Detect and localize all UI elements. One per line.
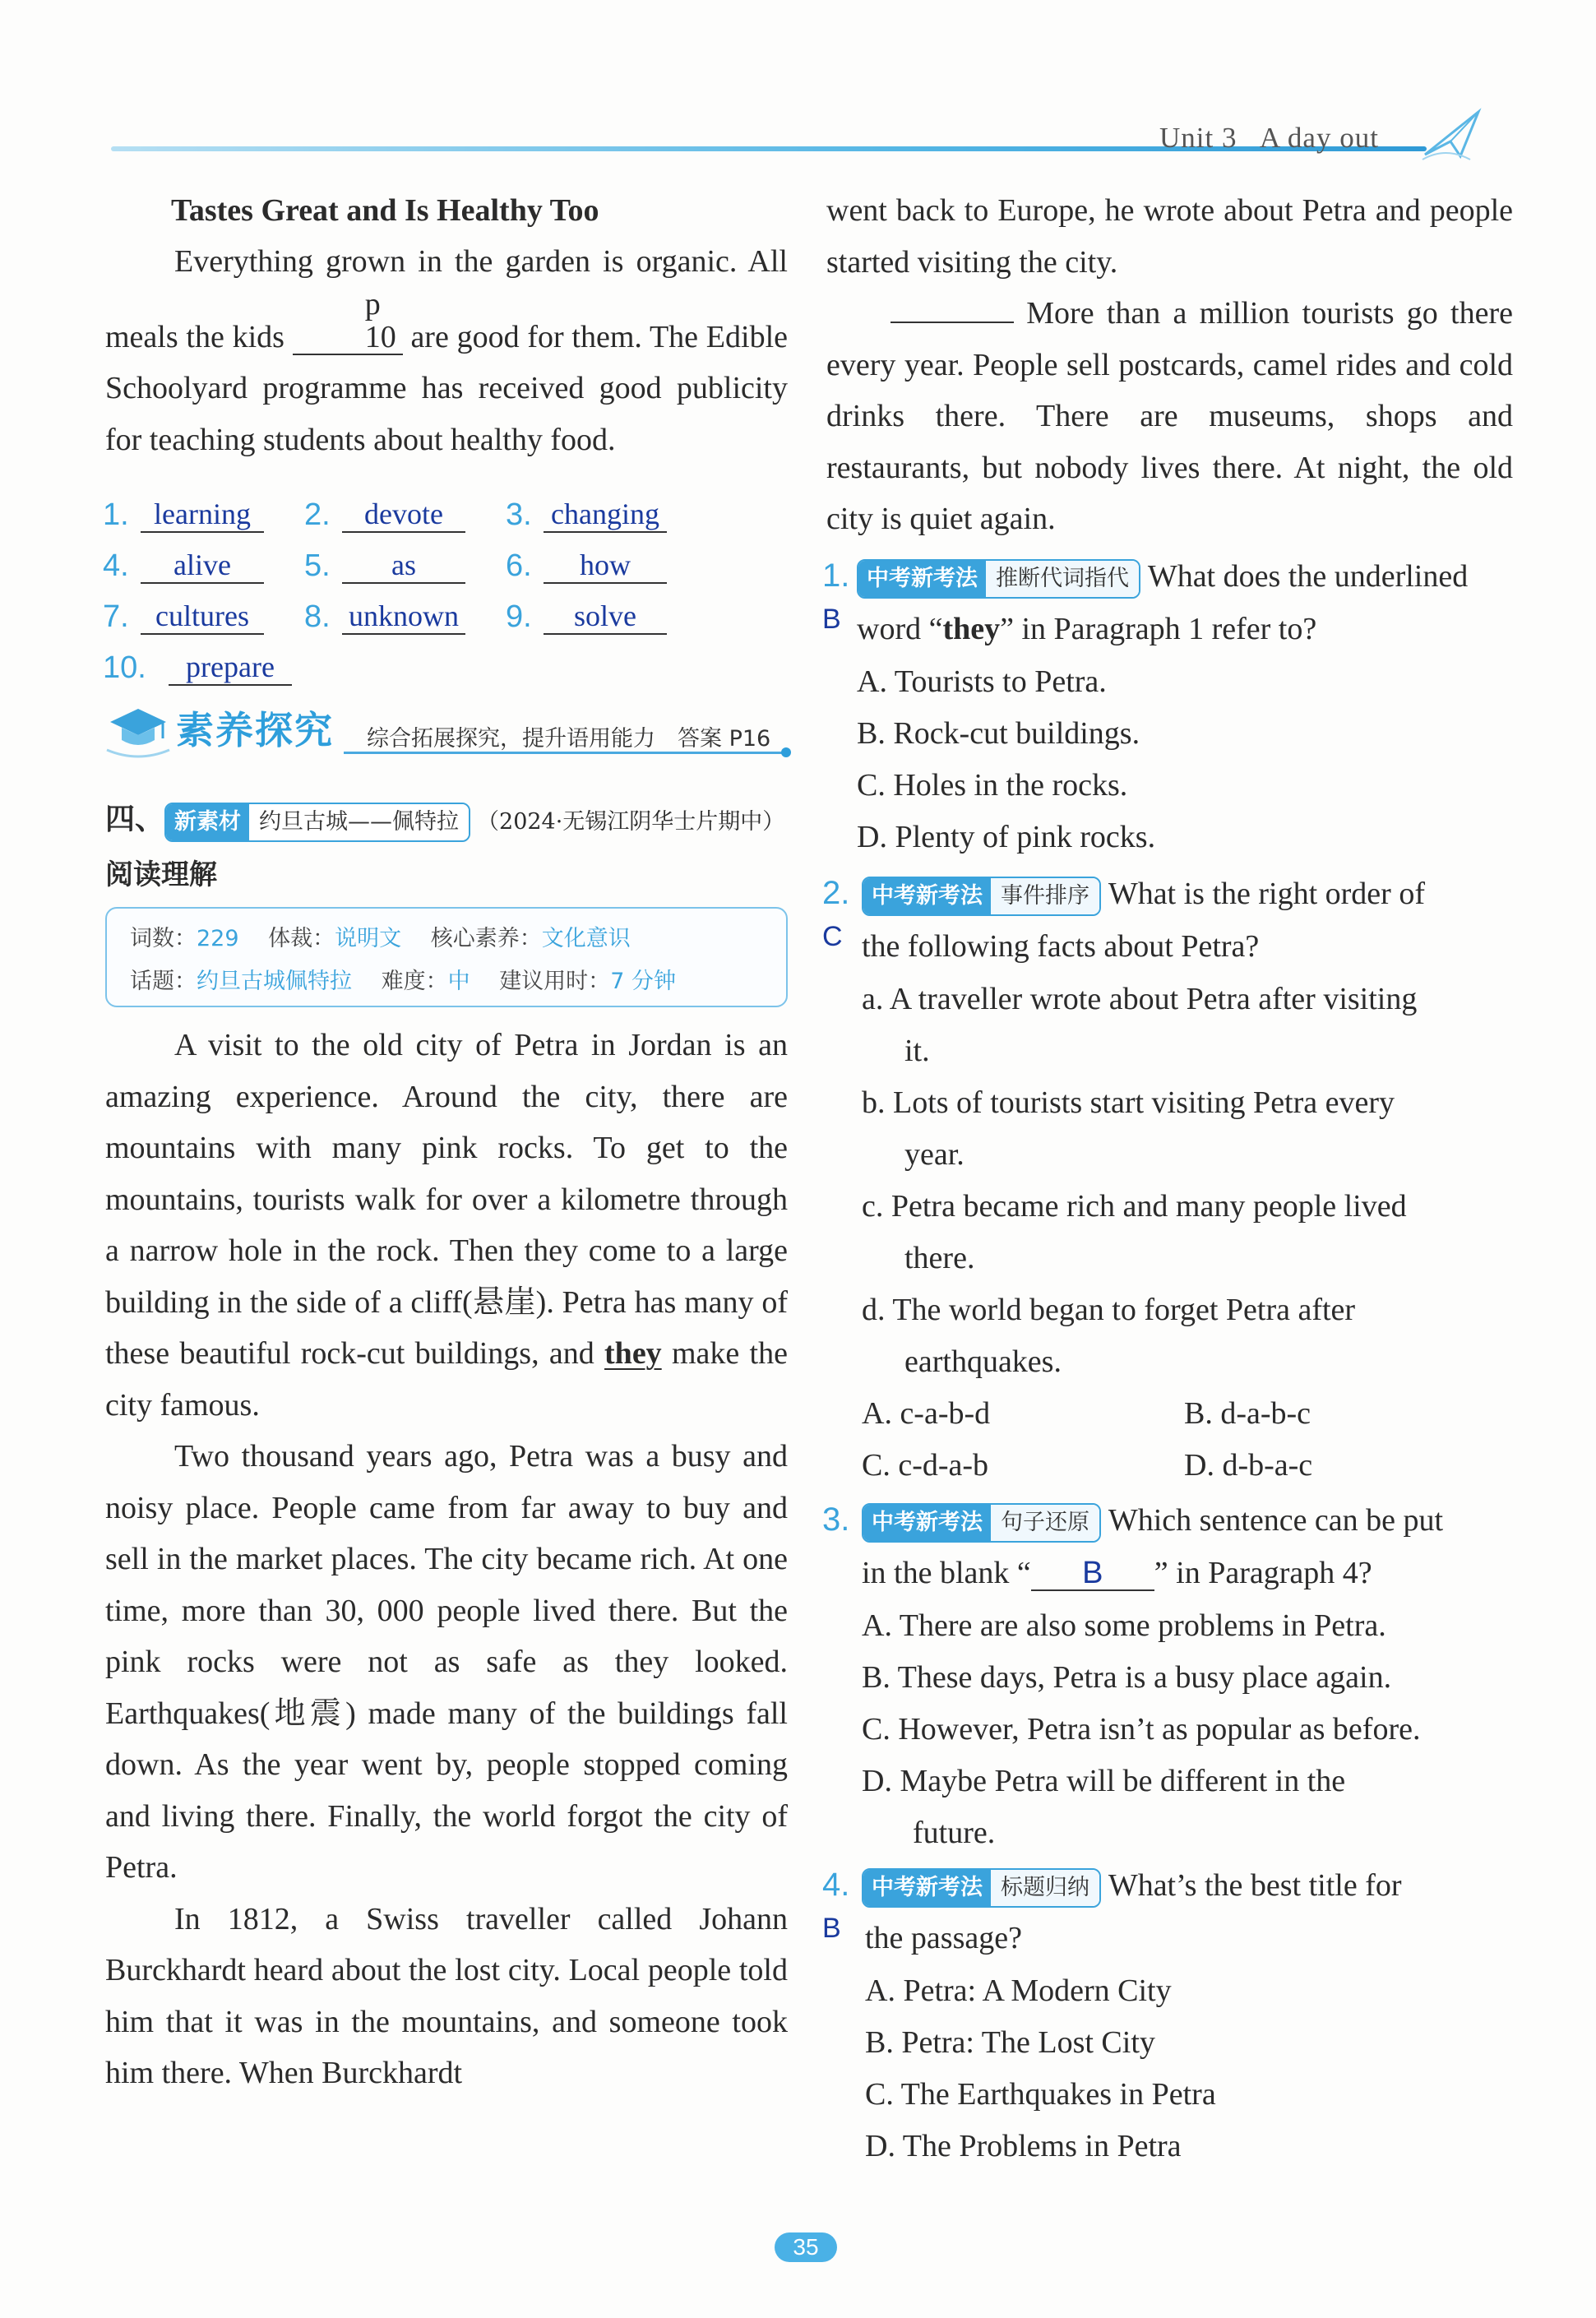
banner-dot — [781, 747, 791, 757]
answer-q1: B — [822, 604, 841, 635]
option-a[interactable]: A. Tourists to Petra. — [857, 664, 1107, 699]
paragraph-2: Two thousand years ago, Petra was a busy and noisy place. People came from far away to buy and sell in the market places. The city became rich. At one time, more than 30, 000 people lived there. But the pink rocks were not as safe as they looked. Earthquakes(地震) made many of the buildings fall down. As the year went by, people stopped coming and living there. Finally, the world forgot the city of Petra. — [105, 1439, 788, 1885]
paper-plane-icon — [1421, 105, 1487, 163]
paragraph-4-blank[interactable] — [891, 322, 1014, 323]
question-3: 3. 中考新考法 句子还原 Which sentence can be put in the blank “ B ” in Paragraph 4? A. There are also some problems in Petra. B. These days, Petra is a busy place again. C. However, Petra isn’t as popular as before. D. Maybe Petra will be different in the future. — [822, 1495, 1513, 1857]
option-c[interactable]: C. c-d-a-b — [862, 1448, 989, 1483]
answer-q3[interactable]: B — [1031, 1557, 1154, 1591]
paragraph-3: In 1812, a Swiss traveller called Johann Burckhardt heard about the lost city. Local people told him that it was in the mountains, and someone took him there. When Burckhardt — [105, 1901, 788, 2090]
passage-paragraph: Everything grown in the garden is organic. All meals the kids p10 are good for them. The Edible Schoolyard programme has received good publicity for teaching students about healthy food. — [105, 244, 789, 457]
exam-method-tag: 中考新考法 推断代词指代 — [857, 559, 1140, 599]
section-banner — [105, 697, 788, 763]
fact-c: c. Petra became rich and many people lived — [862, 1189, 1407, 1224]
option-c[interactable]: C. Holes in the rocks. — [857, 768, 1128, 803]
option-c[interactable]: C. However, Petra isn’t as popular as before. — [862, 1712, 1421, 1747]
question-2: 2. 中考新考法 事件排序 What is the right order of C the following facts about Petra? a. A traveller wrote about Petra after visiting it. b. Lots of tourists start visiting Petra every year. c. Petra became rich and many people lived there. d. The world began to forget Petra after earthquakes. A. c-a-b-d B. d-a-b-c C. c-d-a-b D. d-b-a-c — [822, 868, 1513, 1493]
material-tag: 新素材 约旦古城——佩特拉 — [164, 803, 470, 842]
option-b[interactable]: B. These days, Petra is a busy place again. — [862, 1660, 1392, 1695]
answer-q4: B — [822, 1913, 841, 1944]
fact-a: a. A traveller wrote about Petra after visiting — [862, 982, 1418, 1016]
option-d[interactable]: D. Maybe Petra will be different in the — [862, 1764, 1346, 1798]
option-a[interactable]: A. c-a-b-d — [862, 1396, 991, 1431]
option-a[interactable]: A. Petra: A Modern City — [865, 1973, 1172, 2008]
reading-info-box — [105, 907, 788, 1007]
option-b[interactable]: B. Rock-cut buildings. — [857, 716, 1140, 751]
passage-subtitle: Tastes Great and Is Healthy Too — [171, 193, 599, 228]
fill-blank-10[interactable]: p10 — [293, 288, 403, 355]
graduation-cap-icon — [105, 697, 171, 763]
fact-a-cont: it. — [904, 1034, 930, 1068]
section-source: （2024·无锡江阴华士片期中） — [477, 809, 785, 835]
answer-grid: 1. learning 2. devote 3. changing 4. alive 5. as 6. how 7. cultures 8. unknown 9. solve 10. prepare — [103, 487, 744, 691]
banner-title: 素养探究 — [176, 708, 334, 752]
option-d-cont: future. — [913, 1816, 996, 1850]
question-4: 4. 中考新考法 标题归纳 What’s the best title for B the passage? A. Petra: A Modern City B. Petra: The Lost City C. The Earthquakes in Petra D. The Problems in Petra — [822, 1860, 1513, 2172]
right-passage — [826, 185, 1513, 545]
fact-d-cont: earthquakes. — [904, 1344, 1062, 1379]
banner-subtitle: 综合拓展探究，提升语用能力 答案 P16 — [367, 726, 771, 752]
paragraph-4: More than a million tourists go there every year. People sell postcards, camel rides and cold drinks there. There are museums, shops and restaurants, but nobody lives there. At night, the old city is quiet again. — [826, 296, 1513, 536]
paragraph-3-cont: went back to Europe, he wrote about Petra and people started visiting the city. — [826, 193, 1513, 280]
running-header: Unit 3 A day out — [1159, 122, 1379, 154]
section-number: 四、 — [105, 803, 165, 836]
answer-q2: C — [822, 921, 843, 952]
page-number: 35 — [775, 2232, 837, 2262]
option-d[interactable]: D. Plenty of pink rocks. — [857, 820, 1156, 854]
exam-method-tag: 中考新考法 标题归纳 — [862, 1868, 1101, 1908]
left-top-passage — [105, 185, 788, 465]
fact-c-cont: there. — [904, 1241, 975, 1275]
fact-b: b. Lots of tourists start visiting Petra every — [862, 1085, 1395, 1120]
option-d[interactable]: D. The Problems in Petra — [865, 2129, 1182, 2163]
option-d[interactable]: D. d-b-a-c — [1184, 1448, 1313, 1483]
section-label: 阅读理解 — [105, 858, 217, 891]
option-b[interactable]: B. d-a-b-c — [1184, 1396, 1311, 1431]
paragraph-1: A visit to the old city of Petra in Jordan is an amazing experience. Around the city, there are mountains with many pink rocks. To get to the mountains, tourists walk for over a kilometre through a narrow hole in the rock. Then they come to a large building in the side of a cliff(悬崖). Petra has many of these beautiful rock-cut buildings, and they make the city famous. — [105, 1028, 788, 1423]
info-row-2: 话题：约旦古城佩特拉 难度：中 建议用时：7 分钟 — [130, 969, 676, 994]
question-1: 1. 中考新考法 推断代词指代 What does the underlined B word “they” in Paragraph 1 refer to? A. Tourists to Petra. B. Rock-cut buildings. C. Holes in the rocks. D. Plenty of pink rocks. — [822, 551, 1513, 863]
left-passage — [105, 1020, 788, 2099]
section-heading — [105, 796, 788, 892]
fact-d: d. The world began to forget Petra after — [862, 1293, 1356, 1327]
exam-method-tag: 中考新考法 句子还原 — [862, 1503, 1101, 1543]
exam-method-tag: 中考新考法 事件排序 — [862, 877, 1101, 916]
option-a[interactable]: A. There are also some problems in Petra. — [862, 1608, 1386, 1643]
banner-rule — [344, 752, 788, 754]
option-c[interactable]: C. The Earthquakes in Petra — [865, 2077, 1216, 2112]
fact-b-cont: year. — [904, 1137, 965, 1172]
underlined-they: they — [604, 1336, 662, 1371]
info-row-1: 词数：229 体裁：说明文 核心素养：文化意识 — [130, 926, 631, 951]
option-b[interactable]: B. Petra: The Lost City — [865, 2025, 1155, 2060]
